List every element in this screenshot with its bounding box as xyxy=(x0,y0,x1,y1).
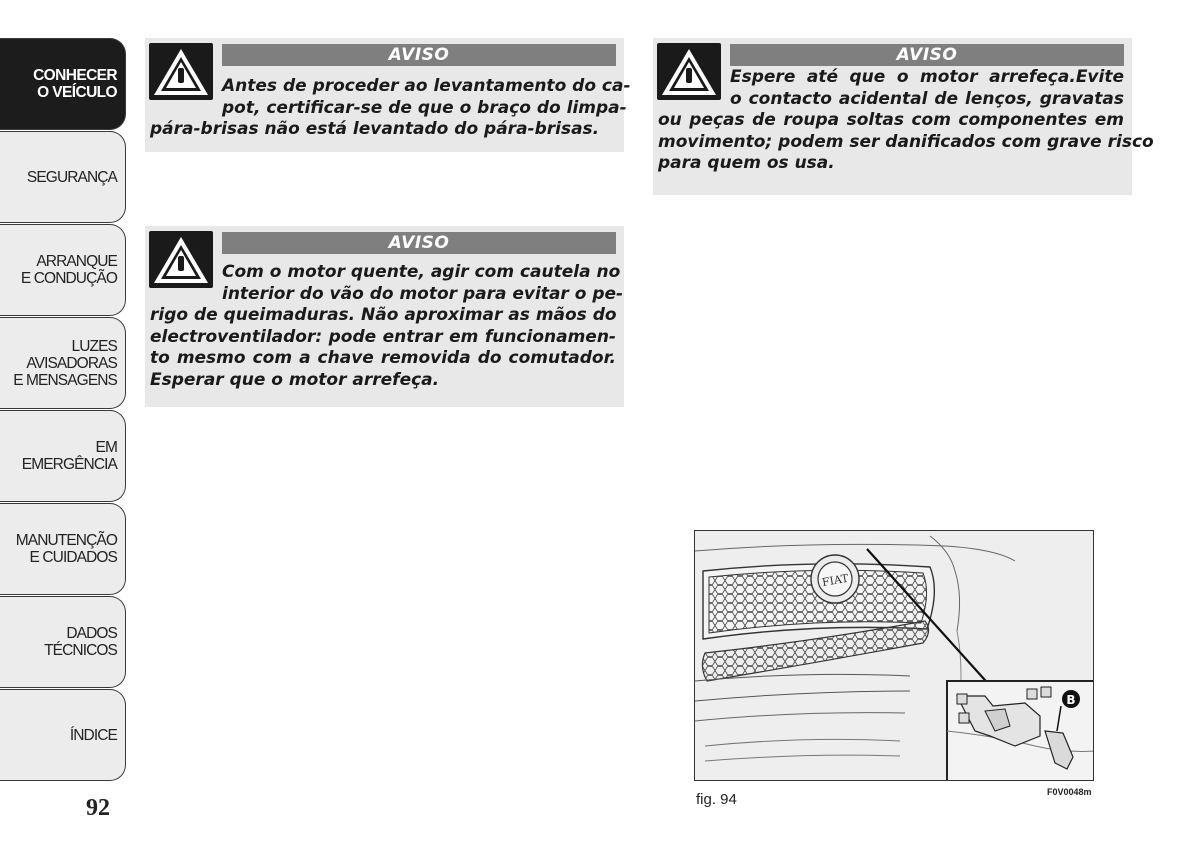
warning-text xyxy=(150,76,631,141)
warning-title: AVISO xyxy=(222,44,616,66)
badge-logo-text: FIAT xyxy=(820,571,850,590)
figure-code: F0V0048m xyxy=(1047,787,1092,797)
warning-box-3 xyxy=(653,38,1154,195)
warning-line: Antes de proceder ao levantamento do ca- xyxy=(222,76,631,96)
warning-line: o contacto acidental de lenços, gravatas xyxy=(730,88,1124,109)
warning-text xyxy=(658,67,1154,175)
warning-line: interior do vão do motor para evitar o pe- xyxy=(222,283,624,304)
warning-line: to mesmo com a chave removida do comutador. xyxy=(150,348,616,368)
figure-caption: fig. 94 xyxy=(696,791,737,808)
tab-arranque-e-conducao[interactable]: ARRANQUE E CONDUÇÃO xyxy=(0,224,126,316)
warning-line: Esperar que o motor arrefeça. xyxy=(150,369,440,390)
warning-line: para quem os usa. xyxy=(658,153,835,173)
tab-seguranca[interactable]: SEGURANÇA xyxy=(0,131,126,223)
warning-line: Com o motor quente, agir com cautela no xyxy=(222,262,621,282)
tab-dados-tecnicos[interactable]: DADOS TÉCNICOS xyxy=(0,596,126,688)
warning-line: Espere até que o motor arrefeça.Evite xyxy=(730,67,1124,87)
callout-b-label: B xyxy=(1066,693,1076,707)
tab-em-emergencia[interactable]: EM EMERGÊNCIA xyxy=(0,410,126,502)
warning-line: rigo de queimaduras. Não aproximar as mãos do xyxy=(150,305,617,325)
warning-text xyxy=(150,262,624,391)
warning-title: AVISO xyxy=(222,232,616,254)
warning-line: movimento; podem ser danificados com grave risco xyxy=(658,131,1154,152)
grille-illustration xyxy=(695,531,1094,781)
tab-manutencao-e-cuidados[interactable]: MANUTENÇÃO E CUIDADOS xyxy=(0,503,126,595)
tab-conhecer-o-veiculo[interactable]: CONHECER O VEÍCULO xyxy=(0,38,126,130)
page-number: 92 xyxy=(86,795,110,821)
warning-line: pot, certificar-se de que o braço do limpa- xyxy=(222,97,627,118)
tab-indice[interactable]: ÍNDICE xyxy=(0,689,126,781)
warning-box-1 xyxy=(145,38,631,152)
figure-hood-latch xyxy=(694,530,1094,781)
warning-line: pára-brisas não está levantado do pára-brisas. xyxy=(150,119,600,139)
tab-luzes-avisadoras[interactable]: LUZES AVISADORAS E MENSAGENS xyxy=(0,317,126,409)
warning-line: ou peças de roupa soltas com componentes em xyxy=(658,110,1124,130)
warning-line: electroventilador: pode entrar em funcionamen- xyxy=(150,326,616,347)
warning-title: AVISO xyxy=(730,44,1124,66)
warning-box-2 xyxy=(145,226,624,407)
